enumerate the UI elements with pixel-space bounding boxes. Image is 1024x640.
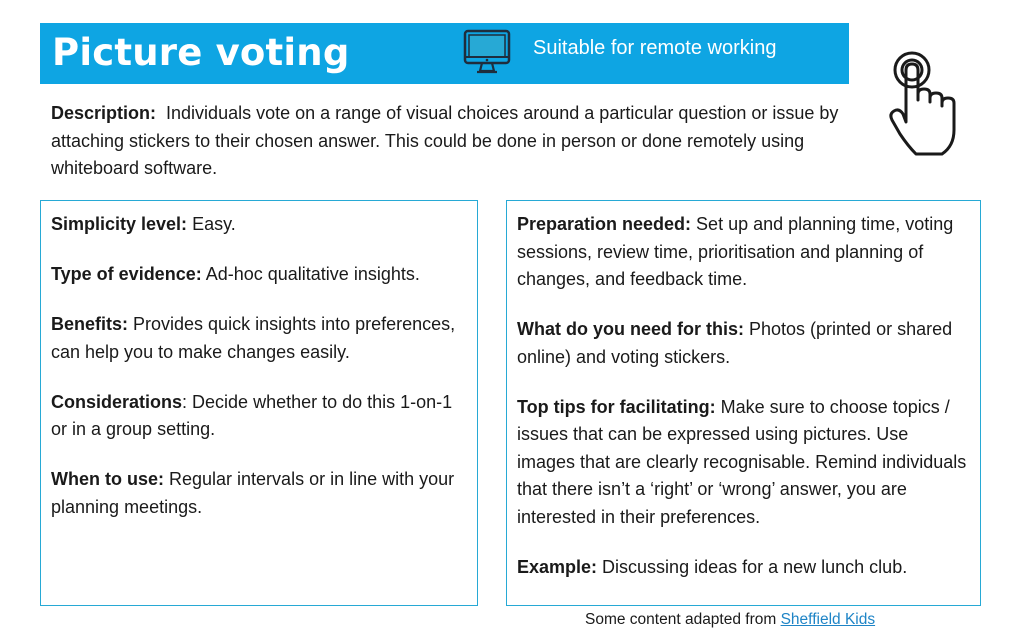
- description-text: Individuals vote on a range of visual choices around a particular question or issue by attaching stickers to their chosen answer. This could be done in person or done remotely using whiteboard software.: [51, 103, 839, 178]
- details-box-left: [40, 200, 478, 606]
- source-credit: [585, 609, 875, 631]
- example-text: Discussing ideas for a new lunch club.: [597, 556, 908, 577]
- when-to-use: [51, 466, 467, 521]
- what-you-need: [517, 316, 970, 371]
- desktop-monitor-icon: [462, 26, 512, 76]
- type-of-evidence: [51, 261, 467, 289]
- sheffield-kids-link[interactable]: Sheffield Kids: [780, 611, 876, 628]
- benefits-label: Benefits:: [51, 314, 129, 334]
- when-text: Regular intervals or in line with your planning meetings.: [51, 469, 455, 517]
- considerations: [51, 389, 467, 444]
- credit-text: Some content adapted from: [585, 611, 781, 628]
- evidence-label: Type of evidence:: [51, 264, 202, 284]
- remote-working-label: Suitable for remote working: [533, 37, 777, 59]
- details-box-right: [506, 200, 981, 606]
- simplicity-label: Simplicity level:: [51, 214, 188, 234]
- title-banner: [40, 23, 849, 84]
- description: [51, 100, 851, 183]
- preparation-label: Preparation needed:: [517, 214, 692, 234]
- benefits-text: Provides quick insights into preferences, can help you to make changes easily.: [51, 314, 456, 362]
- considerations-label: Considerations: [51, 391, 183, 412]
- simplicity-text: Easy.: [187, 214, 236, 234]
- benefits: [51, 311, 467, 366]
- tap-finger-icon: [886, 50, 960, 158]
- when-label: When to use:: [51, 469, 164, 489]
- simplicity-level: [51, 211, 467, 239]
- need-label: What do you need for this:: [517, 319, 744, 339]
- preparation-text: Set up and planning time, voting sessions, review time, prioritisation and planning of changes, and feedback time.: [517, 214, 954, 289]
- description-label: Description:: [51, 103, 157, 123]
- tips-label: Top tips for facilitating:: [517, 396, 716, 417]
- example-label: Example:: [517, 556, 598, 577]
- considerations-text: : Decide whether to do this 1-on-1 or in a group setting.: [51, 391, 453, 439]
- need-text: Photos (printed or shared online) and voting stickers.: [517, 319, 953, 367]
- tips-text: Make sure to choose topics / issues that can be expressed using pictures. Use images that are clearly recognisable. Remind individuals that there isn’t a ‘right’ or ‘wrong’ answer, you are interested in their preferences.: [517, 396, 967, 527]
- page-title: Picture voting: [52, 31, 350, 74]
- evidence-text: Ad-hoc qualitative insights.: [201, 264, 420, 284]
- top-tips: [517, 394, 970, 532]
- example: [517, 554, 970, 582]
- preparation-needed: [517, 211, 970, 294]
